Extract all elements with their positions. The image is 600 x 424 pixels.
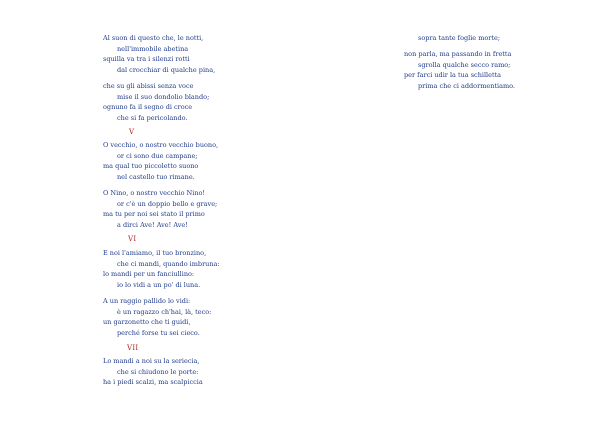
verse-line: prima che ci addormentiamo. bbox=[418, 81, 515, 90]
verse-line: è un ragazzo ch'hai, là, teco: bbox=[117, 307, 212, 316]
verse-line: che si chiudono le porte: bbox=[117, 367, 199, 376]
verse-line: per farci udir la tua schilletta bbox=[404, 71, 502, 79]
verse-line: io lo vidi a un po' di luna. bbox=[117, 280, 201, 289]
verse-line: sgrolla qualche secco ramo; bbox=[418, 60, 511, 69]
verse-line: nel castello tuo rimane. bbox=[117, 172, 195, 181]
verse-line: Al suon di questo che, le notti, bbox=[103, 34, 204, 42]
verse-line: ha i piedi scalzi, ma scalpiccia bbox=[103, 378, 203, 386]
verse-line: che su gli abissi senza voce bbox=[103, 82, 194, 90]
section-numeral: VI bbox=[128, 235, 137, 243]
verse-line: dal crocchiar di qualche pina, bbox=[117, 65, 216, 74]
verse-line: O vecchio, o nostro vecchio buono, bbox=[103, 141, 219, 149]
verse-line: ognuno fa il segno di croce bbox=[103, 103, 193, 111]
verse-line: O Nino, o nostro vecchio Nino! bbox=[103, 189, 206, 197]
verse-line: Lo mandi a noi su la seriecia, bbox=[103, 357, 200, 365]
section-numeral: VII bbox=[127, 344, 139, 352]
verse-line: squilla va tra i silenzi rotti bbox=[103, 55, 190, 63]
verse-line: che si fa pericolando. bbox=[117, 113, 188, 122]
verse-line: A un raggio pallido lo vidi: bbox=[103, 297, 191, 305]
verse-line: ma qual tuo piccoletto suono bbox=[103, 162, 199, 170]
verse-line: nell'immobile abetina bbox=[117, 44, 189, 53]
verse-line: sopra tante foglie morte; bbox=[418, 34, 501, 42]
verse-line: a dirci Ave! Ave! Ave! bbox=[117, 220, 188, 229]
verse-line: lo mandi per un fanciullino: bbox=[103, 270, 195, 278]
verse-line: or c'è un doppio bello e grave; bbox=[117, 199, 218, 208]
verse-line: or ci sono due campane; bbox=[117, 151, 198, 160]
verse-line: che ci mandi, quando imbruna: bbox=[117, 259, 220, 268]
verse-line: un garzonetto che ti guidi, bbox=[103, 318, 191, 326]
verse-line: E noi l'amiamo, il tuo bronzino, bbox=[103, 249, 207, 257]
verse-line: ma tu per noi sei stato il primo bbox=[103, 210, 205, 218]
section-numeral: V bbox=[129, 128, 135, 136]
verse-line: perché forse tu sei cieco. bbox=[117, 328, 200, 337]
verse-line: mise il suo dondolio blando; bbox=[117, 92, 210, 101]
verse-line: non parla, ma passando in fretta bbox=[404, 50, 512, 58]
